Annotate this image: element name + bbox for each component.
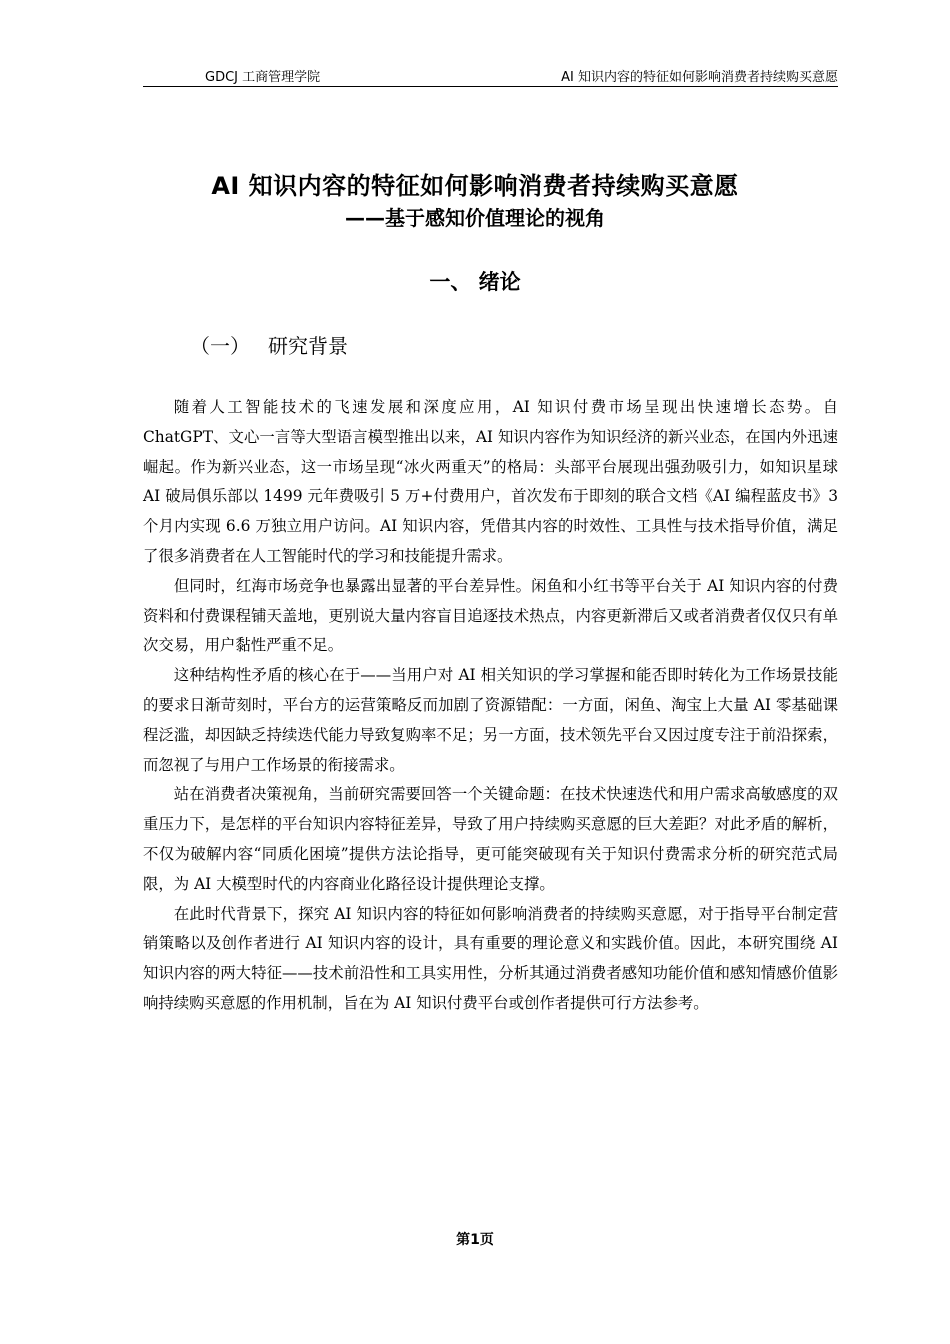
page-number: 第1页 xyxy=(456,1232,494,1248)
paragraph: 站在消费者决策视角，当前研究需要回答一个关键命题：在技术快速迭代和用户需求高敏感度的双重压力下，是怎样的平台知识内容特征差异，导致了用户持续购买意愿的巨大差距？对此矛盾的解析，不仅为破解内容“同质化困境”提供方法论指导，更可能突破现有关于知识付费需求分析的研究范式局限，为 AI 大模型时代的内容商业化路径设计提供理论支撑。 xyxy=(143,785,838,893)
section-heading: 一、 绪论 xyxy=(429,270,521,294)
page-header xyxy=(143,64,838,87)
subsection-title: 研究背景 xyxy=(268,334,348,358)
subsection-number: （一） xyxy=(190,334,250,358)
body-text xyxy=(143,393,838,1019)
paragraph: 随着人工智能技术的飞速发展和深度应用，AI 知识付费市场呈现出快速增长态势。自 ChatGPT、文心一言等大型语言模型推出以来，AI 知识内容作为知识经济的新兴业态，在国内外迅速崛起。作为新兴业态，这一市场呈现“冰火两重天”的格局：头部平台展现出强劲吸引力，如知识星球 AI 破局俱乐部以 1499 元年费吸引 5 万+付费用户，首次发布于即刻的联合文档《AI 编程蓝皮书》3 个月内实现 6.6 万独立用户访问。AI 知识内容，凭借其内容的时效性、工具性与技术指导价值，满足了很多消费者在人工智能时代的学习和技能提升需求。 xyxy=(143,398,838,565)
subsection-heading xyxy=(190,330,348,359)
paragraph: 这种结构性矛盾的核心在于——当用户对 AI 相关知识的学习掌握和能否即时转化为工作场景技能的要求日渐苛刻时，平台方的运营策略反而加剧了资源错配：一方面，闲鱼、淘宝上大量 AI 零基础课程泛滥，却因缺乏持续迭代能力导致复购率不足；另一方面，技术领先平台又因过度专注于前沿探索，而忽视了与用户工作场景的衔接需求。 xyxy=(143,666,838,774)
paper-title: AI 知识内容的特征如何影响消费者持续购买意愿 xyxy=(211,172,739,200)
paragraph: 在此时代背景下，探究 AI 知识内容的特征如何影响消费者的持续购买意愿，对于指导平台制定营销策略以及创作者进行 AI 知识内容的设计，具有重要的理论意义和实践价值。因此，本研究围绕 AI 知识内容的两大特征——技术前沿性和工具实用性，分析其通过消费者感知功能价值和感知情感价值影响持续购买意愿的作用机制，旨在为 AI 知识付费平台或创作者提供可行方法参考。 xyxy=(143,904,838,1012)
paragraph: 但同时，红海市场竞争也暴露出显著的平台差异性。闲鱼和小红书等平台关于 AI 知识内容的付费资料和付费课程铺天盖地，更别说大量内容盲目追逐技术热点，内容更新滞后又或者消费者仅仅只有单次交易，用户黏性严重不足。 xyxy=(143,576,838,655)
paper-subtitle: ——基于感知价值理论的视角 xyxy=(345,206,605,230)
header-institution: GDCJ 工商管理学院 xyxy=(205,70,321,85)
header-running-title: AI 知识内容的特征如何影响消费者持续购买意愿 xyxy=(561,70,838,85)
